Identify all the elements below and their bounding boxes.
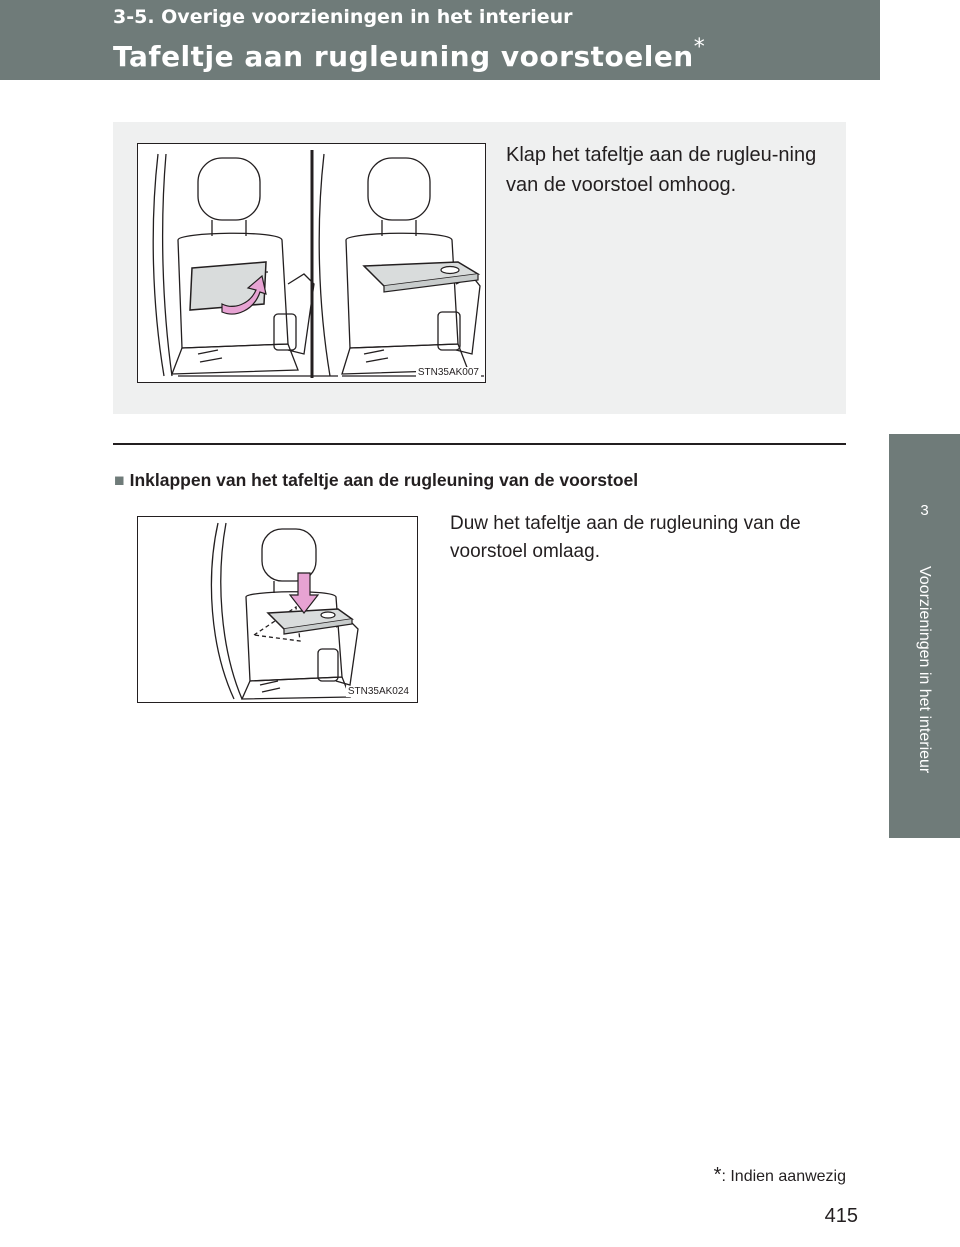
chapter-number: 3 xyxy=(920,502,929,519)
footnote-text: : Indien aanwezig xyxy=(721,1168,846,1185)
chapter-label: Voorzieningen in het interieur xyxy=(916,566,933,774)
instruction-text-lower: Duw het tafeltje aan de rugleuning van de voorstoel omlaag. xyxy=(450,513,801,562)
optional-mark: * xyxy=(693,35,706,60)
subsection-heading xyxy=(114,470,638,491)
page-title-text: Tafeltje aan rugleuning voorstoelen xyxy=(113,40,694,73)
page-number: 415 xyxy=(824,1205,858,1227)
square-bullet-icon: ■ xyxy=(114,470,125,490)
page-title xyxy=(113,35,705,73)
seat-table-raise-drawing xyxy=(138,144,485,382)
figure-code: STN35AK024 xyxy=(347,686,409,697)
seat-table-lower-drawing xyxy=(138,517,417,702)
illustration-table-lower xyxy=(137,516,418,703)
illustration-table-raise xyxy=(137,143,486,383)
footnote-mark: * xyxy=(713,1164,722,1186)
chapter-side-tab xyxy=(889,434,960,838)
subsection-heading-text: Inklappen van het tafeltje aan de rugleuning van de voorstoel xyxy=(129,470,639,490)
footnote xyxy=(600,1164,846,1187)
page-header xyxy=(0,0,880,80)
section-title: 3-5. Overige voorzieningen in het interieur xyxy=(113,6,573,28)
instruction-text-raise: Klap het tafeltje aan de rugleu-ning van de voorstoel omhoog. xyxy=(506,144,817,196)
figure-code: STN35AK007 xyxy=(417,367,479,378)
section-divider xyxy=(113,443,846,445)
